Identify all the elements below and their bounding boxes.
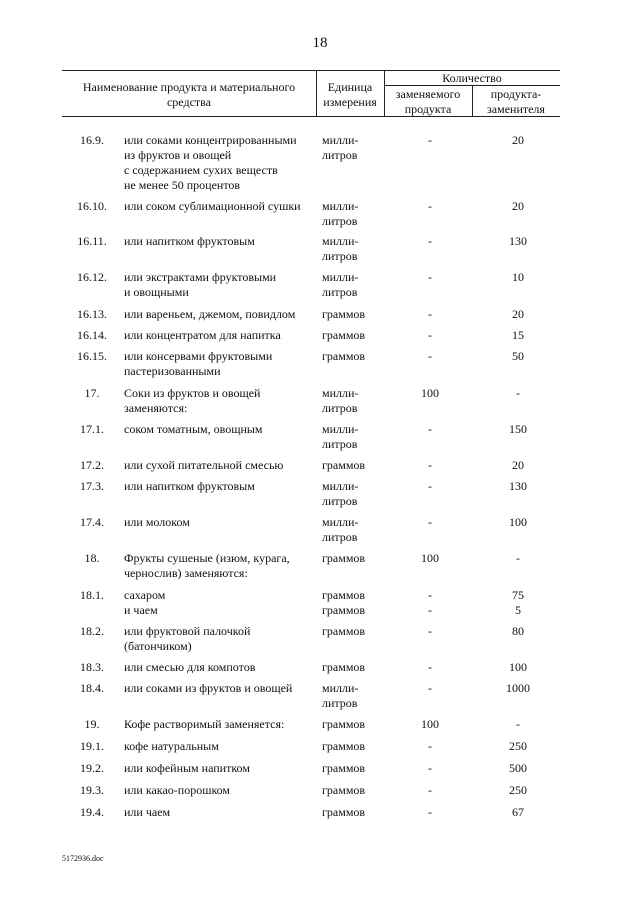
row-unit-line: милли-	[322, 479, 359, 493]
row-name-line: соком томатным, овощным	[124, 422, 263, 436]
row-substitute: -	[516, 717, 520, 731]
row-substitute: 20	[512, 199, 524, 213]
row-name	[124, 515, 320, 530]
row-number: 19.4.	[80, 805, 104, 819]
row-number: 16.11.	[77, 234, 107, 248]
row-number: 16.12.	[77, 270, 107, 284]
row-number: 16.15.	[77, 349, 107, 363]
row-unit-line: милли-	[322, 133, 359, 147]
row-unit-line: граммов	[322, 761, 366, 775]
row-unit	[322, 234, 392, 264]
row-number: 17.4.	[80, 515, 104, 529]
row-name-line: или смесью для компотов	[124, 660, 256, 674]
row-substitute: 15	[512, 328, 524, 342]
row-name-line: или вареньем, джемом, повидлом	[124, 307, 296, 321]
row-number: 19.2.	[80, 761, 104, 775]
row-unit-line: граммов	[322, 660, 366, 674]
row-substitute: 20	[512, 133, 524, 147]
row-name-line: или чаем	[124, 805, 171, 819]
row-replaced: -	[428, 422, 432, 436]
row-number: 17.1.	[80, 422, 104, 436]
row-number: 17.2.	[80, 458, 104, 472]
row-number: 18.2.	[80, 624, 104, 638]
row-replaced: -	[428, 783, 432, 797]
row-name	[124, 328, 320, 343]
row-number: 18.	[84, 551, 100, 565]
row-unit	[322, 515, 392, 545]
row-unit-line: граммов	[322, 328, 366, 342]
row-name-line: из фруктов и овощей	[124, 148, 232, 162]
row-unit	[322, 624, 392, 639]
row-unit	[322, 458, 392, 473]
row-unit	[322, 479, 392, 509]
row-unit-line: граммов	[322, 349, 366, 363]
row-replaced: -	[428, 739, 432, 753]
row-name	[124, 739, 320, 754]
header-unit-line: измерения	[323, 95, 377, 109]
row-unit	[322, 681, 392, 711]
row-substitute: 250	[509, 739, 527, 753]
row-number: 16.14.	[77, 328, 107, 342]
row-unit	[322, 551, 392, 566]
row-unit	[322, 133, 392, 163]
row-name-line: чернослив) заменяются:	[124, 566, 248, 580]
row-unit	[322, 660, 392, 675]
row-unit-line: милли-	[322, 199, 359, 213]
header-substitute-line: продукта-	[490, 87, 542, 101]
row-substitute: 50	[512, 349, 524, 363]
row-replaced: -	[428, 515, 432, 529]
row-unit	[322, 805, 392, 820]
row-number: 18.1.	[80, 588, 104, 602]
row-unit	[322, 783, 392, 798]
row-replaced: -	[428, 199, 432, 213]
row-unit	[322, 199, 392, 229]
row-replaced: -	[428, 307, 432, 321]
row-name-line: Соки из фруктов и овощей	[124, 386, 261, 400]
row-unit-line: граммов	[322, 805, 366, 819]
row-name-line: или какао-порошком	[124, 783, 231, 797]
header-unit-line: Единица	[327, 80, 373, 94]
row-unit	[322, 761, 392, 776]
row-name	[124, 588, 320, 618]
header-replaced-line: заменяемого	[395, 87, 461, 101]
row-replaced: -	[428, 349, 432, 363]
row-number: 17.3.	[80, 479, 104, 493]
row-substitute: 130	[509, 479, 527, 493]
row-number: 19.1.	[80, 739, 104, 753]
row-replaced: -	[428, 805, 432, 819]
row-name	[124, 234, 320, 249]
row-replaced: -	[428, 660, 432, 674]
row-number: 16.9.	[80, 133, 104, 147]
row-name-line: заменяются:	[124, 401, 188, 415]
row-name	[124, 479, 320, 494]
header-substitute	[472, 87, 560, 117]
row-unit-line: граммов	[322, 739, 366, 753]
row-number: 19.3.	[80, 783, 104, 797]
row-unit-line: милли-	[322, 515, 359, 529]
row-replaced: -	[428, 681, 432, 695]
row-unit-line: литров	[322, 249, 358, 263]
row-unit-line: милли-	[322, 422, 359, 436]
header-name-line: Наименование продукта и материального	[82, 80, 296, 94]
row-substitute	[476, 588, 560, 618]
row-name-line: или экстрактами фруктовыми	[124, 270, 277, 284]
row-replaced: -	[428, 624, 432, 638]
row-substitute: 67	[512, 805, 524, 819]
row-substitute-line: 5	[515, 603, 521, 617]
row-unit-line: литров	[322, 214, 358, 228]
row-name	[124, 805, 320, 820]
row-name	[124, 761, 320, 776]
row-number: 18.3.	[80, 660, 104, 674]
row-name-line: с содержанием сухих веществ	[124, 163, 278, 177]
row-name-line: или фруктовой палочкой	[124, 624, 251, 638]
row-name-line: (батончиком)	[124, 639, 192, 653]
row-name-line: не менее 50 процентов	[124, 178, 241, 192]
row-unit-line: милли-	[322, 681, 359, 695]
row-substitute: 100	[509, 660, 527, 674]
row-name-line: сахаром	[124, 588, 166, 602]
row-unit	[322, 588, 392, 618]
row-unit-line: литров	[322, 530, 358, 544]
row-replaced: -	[428, 458, 432, 472]
row-name	[124, 458, 320, 473]
row-unit	[322, 422, 392, 452]
row-unit	[322, 739, 392, 754]
row-substitute: 80	[512, 624, 524, 638]
row-name	[124, 422, 320, 437]
row-unit-line: граммов	[322, 624, 366, 638]
row-substitute: 500	[509, 761, 527, 775]
row-substitute: 100	[509, 515, 527, 529]
row-name	[124, 681, 320, 696]
page-number: 18	[312, 35, 328, 51]
row-substitute: 10	[512, 270, 524, 284]
row-unit-line: литров	[322, 437, 358, 451]
row-unit-line: литров	[322, 696, 358, 710]
row-name	[124, 717, 320, 732]
row-unit-line: литров	[322, 494, 358, 508]
row-unit-line: граммов	[322, 588, 366, 602]
row-number: 19.	[84, 717, 100, 731]
row-unit-line: граммов	[322, 551, 366, 565]
row-replaced: -	[428, 270, 432, 284]
row-name-line: пастеризованными	[124, 364, 221, 378]
row-name-line: или концентратом для напитка	[124, 328, 281, 342]
footer-filename: 5172936.doc	[62, 854, 104, 863]
row-substitute: 250	[509, 783, 527, 797]
row-name-line: или напитком фруктовым	[124, 234, 255, 248]
row-number: 16.13.	[77, 307, 107, 321]
row-name-line: или консервами фруктовыми	[124, 349, 273, 363]
row-name	[124, 551, 320, 581]
header-quantity: Количество	[442, 71, 502, 85]
row-substitute: -	[516, 551, 520, 565]
header-replaced-line: продукта	[404, 102, 452, 116]
header-unit	[316, 80, 384, 110]
row-unit	[322, 386, 392, 416]
row-replaced-line: -	[428, 603, 432, 617]
row-name	[124, 133, 320, 193]
row-substitute: 130	[509, 234, 527, 248]
row-replaced: -	[428, 479, 432, 493]
row-unit-line: граммов	[322, 717, 366, 731]
header-substitute-line: заменителя	[487, 102, 545, 116]
row-substitute-line: 75	[512, 588, 524, 602]
row-replaced: 100	[421, 717, 439, 731]
row-name	[124, 199, 320, 214]
row-name-line: Кофе растворимый заменяется:	[124, 717, 285, 731]
row-unit-line: литров	[322, 285, 358, 299]
row-number: 17.	[84, 386, 100, 400]
row-unit-line: литров	[322, 148, 358, 162]
row-substitute: 1000	[506, 681, 530, 695]
header-replaced	[384, 87, 472, 117]
row-name-line: или соком сублимационной сушки	[124, 199, 301, 213]
row-unit	[322, 307, 392, 322]
header-name	[62, 80, 316, 110]
row-name	[124, 660, 320, 675]
row-name-line: или соками концентрированными	[124, 133, 297, 147]
row-replaced: -	[428, 234, 432, 248]
row-unit	[322, 349, 392, 364]
row-unit-line: милли-	[322, 270, 359, 284]
row-name	[124, 307, 320, 322]
row-replaced: 100	[421, 386, 439, 400]
row-unit-line: граммов	[322, 458, 366, 472]
row-unit	[322, 328, 392, 343]
row-replaced: -	[428, 761, 432, 775]
row-name-line: Фрукты сушеные (изюм, курага,	[124, 551, 290, 565]
row-unit-line: граммов	[322, 307, 366, 321]
row-number: 18.4.	[80, 681, 104, 695]
row-name-line: и овощными	[124, 285, 189, 299]
row-name-line: кофе натуральным	[124, 739, 219, 753]
row-name	[124, 624, 320, 654]
row-unit	[322, 270, 392, 300]
row-replaced: -	[428, 133, 432, 147]
row-replaced: -	[428, 328, 432, 342]
row-replaced: 100	[421, 551, 439, 565]
row-name	[124, 386, 320, 416]
row-name	[124, 270, 320, 300]
row-substitute: -	[516, 386, 520, 400]
row-name	[124, 783, 320, 798]
row-substitute: 150	[509, 422, 527, 436]
row-substitute: 20	[512, 458, 524, 472]
row-name-line: или соками из фруктов и овощей	[124, 681, 293, 695]
row-substitute: 20	[512, 307, 524, 321]
row-unit-line: граммов	[322, 603, 366, 617]
row-unit-line: граммов	[322, 783, 366, 797]
row-replaced-line: -	[428, 588, 432, 602]
row-name-line: или сухой питательной смесью	[124, 458, 284, 472]
row-name-line: или кофейным напитком	[124, 761, 250, 775]
row-unit-line: литров	[322, 401, 358, 415]
row-unit-line: милли-	[322, 234, 359, 248]
row-name-line: или напитком фруктовым	[124, 479, 255, 493]
row-name	[124, 349, 320, 379]
row-number: 16.10.	[77, 199, 107, 213]
row-unit	[322, 717, 392, 732]
row-name-line: и чаем	[124, 603, 158, 617]
row-unit-line: милли-	[322, 386, 359, 400]
header-name-line: средства	[166, 95, 211, 109]
row-name-line: или молоком	[124, 515, 190, 529]
row-replaced	[392, 588, 468, 618]
